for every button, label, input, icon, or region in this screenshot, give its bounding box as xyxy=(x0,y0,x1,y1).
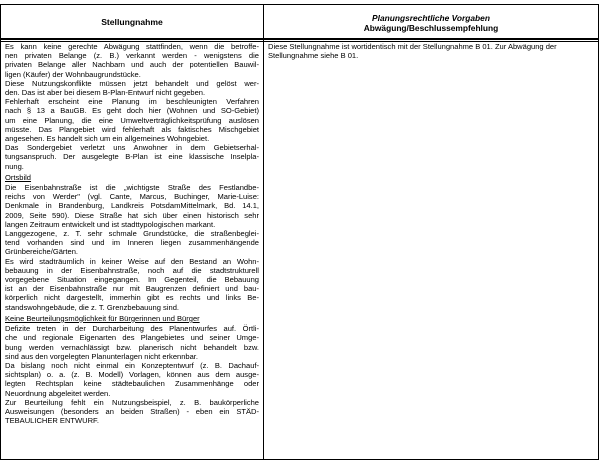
text-line: nen privaten Belange (z. B.) verkannt werden - wenigstens die xyxy=(5,51,259,61)
text-line: körperlich nicht dargestellt, immerhin gibt es rechts und links Be- xyxy=(5,293,259,303)
text-line: Grünbereiche/Gärten. xyxy=(5,247,78,257)
text-line: Neuordnung abgeleitet werden. xyxy=(5,388,111,398)
text-line: Es kann keine gerechte Abwägung stattfinden, wenn die betroffe- xyxy=(5,42,259,51)
beurteilung-paragraph xyxy=(5,324,259,425)
text-line: legten Rechtsplan keine städtebaulichen Zusammenhänge oder xyxy=(5,379,259,389)
text-line: Langgezogene, z. T. sehr schmale Grundstücke, die straßenbeglei- xyxy=(5,229,259,239)
statement-text xyxy=(5,42,259,425)
text-line: um eine Planung, die eine Umweltverträglichkeitsprüfung auslösen xyxy=(5,115,259,125)
text-line: standswohngebäude, die z. T. Grenzbebauung sind. xyxy=(5,302,179,312)
header-right-line2: Abwägung/Beschlussempfehlung xyxy=(363,22,499,33)
text-line: bung werden vernachlässigt bzw. planerisch nicht behandelt bzw. xyxy=(5,342,259,352)
header-rule-thick xyxy=(1,38,598,40)
text-line: Die Eisenbahnstraße ist die „wichtigste Straße des Festlandbe- xyxy=(5,183,259,193)
intro-paragraph xyxy=(5,42,259,171)
text-line: Es wird stadträumlich in keiner Weise auf den Bestand an Wohn- xyxy=(5,256,259,266)
text-line: ist an der Eisenbahnstraße nur mit Baugrenzen definiert und bau- xyxy=(5,284,259,294)
text-line: 2009, Seite 590). Diese Straße hat sich über einen historisch sehr xyxy=(5,210,259,220)
text-line: privaten Belange aller Nachbarn und auch der potentiellen Bauwil- xyxy=(5,60,259,70)
text-line: reichs von Werder" (vgl. Cante, Marcus, Buchinger, Marie-Luise: xyxy=(5,192,259,202)
header-stellungnahme: Stellungnahme xyxy=(101,16,163,27)
section-heading-ortsbild: Ortsbild xyxy=(5,172,32,182)
ortsbild-paragraph xyxy=(5,183,259,312)
text-line: che und regionale Eigenarten des Plangebietes und seiner Umge- xyxy=(5,333,259,343)
text-line: nung. xyxy=(5,161,24,171)
text-line: bebauung in der Eisenbahnstraße, noch auf die stadtstrukturell xyxy=(5,265,259,275)
text-line: nach § 13 a BauGB. Es geht doch hier (Wohnen und SO-Gebiet) xyxy=(5,106,259,116)
text-line: Zur Beurteilung fehlt ein Nutzungsbeispiel, z. B. baukörperliche xyxy=(5,397,259,407)
header-planungsrecht xyxy=(264,7,598,38)
text-line: TEBAULICHER ENTWURF. xyxy=(5,416,99,426)
text-line: müsste. Das Plangebiet wird fehlerhaft als faktisches Mischgebiet xyxy=(5,124,259,134)
text-line: Ausweisungen (besonders an beiden Straßen) - eben ein STÄD- xyxy=(5,406,259,416)
text-line: Defizite treten in der Durcharbeitung des Planentwurfes auf. Örtli- xyxy=(5,324,259,334)
column-divider xyxy=(263,5,264,459)
text-line: Stellungnahme siehe B 01. xyxy=(268,51,359,61)
assessment-text xyxy=(268,42,594,60)
text-line: Das Sondergebiet verletzt uns Anwohner in dem Gebietserhal- xyxy=(5,143,259,153)
text-line: sind aus den vorgelegten Planunterlagen nicht erkennbar. xyxy=(5,351,199,361)
text-line: vorgegebene Situation eingegangen. Im Gegenteil, die Bebauung xyxy=(5,275,259,285)
text-line: tend vorhanden sind und im Inneren liegen zusammenhängende xyxy=(5,238,259,248)
text-line: Da bislang noch nicht einmal ein Konzeptentwurf (z. B. Dachauf- xyxy=(5,360,259,370)
text-line: Fehlerhaft erscheint eine Planung im beschleunigten Verfahren xyxy=(5,97,259,107)
text-line: sichtsplan) o. a. (z. B. Modell) Vorlagen, können aus dem ausge- xyxy=(5,370,259,380)
text-line: tungsanspruch. Der ausgelegte B-Plan ist eine klassische Inselpla- xyxy=(5,152,259,162)
text-line: angesehen. Es handelt sich um ein allgemeines Wohngebiet. xyxy=(5,134,210,144)
header-right-line1: Planungsrechtliche Vorgaben xyxy=(372,12,490,23)
text-line: Diese Nutzungskonflikte müssen jetzt behandelt und gelöst wer- xyxy=(5,78,259,88)
text-line: ligen (Käufer) der Wohnbaugrundstücke. xyxy=(5,69,141,79)
section-heading-beurteilung: Keine Beurteilungsmöglichkeit für Bürgerinnen und Bürger xyxy=(5,313,200,323)
text-line: Denkmale in Brandenburg, Landkreis PotsdamMittelmark, Bd. 14.1, xyxy=(5,201,259,211)
text-line: Diese Stellungnahme ist wortidentisch mit der Stellungnahme B 01. Zur Abwägung der xyxy=(268,42,557,51)
text-line: den. Das ist aber bei diesem B-Plan-Entwurf nicht gegeben. xyxy=(5,88,206,98)
text-line: langen Zeitraum entwickelt und ist stadttypologischen markant. xyxy=(5,219,216,229)
